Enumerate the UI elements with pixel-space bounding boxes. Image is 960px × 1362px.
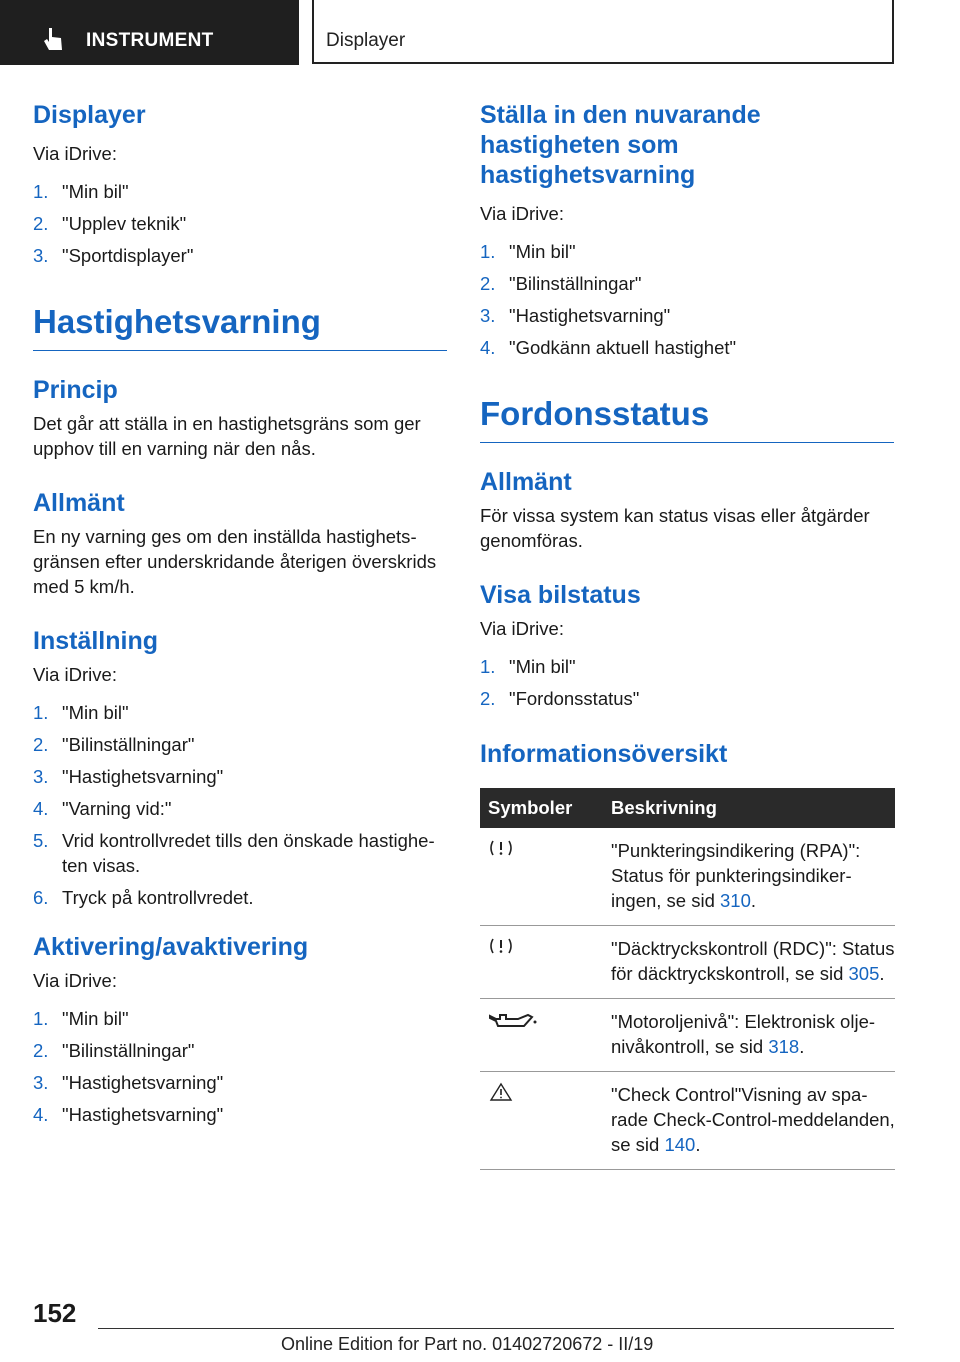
hastighetsvarning-title: Hastighetsvarning — [33, 302, 447, 351]
aktivering-steps — [33, 1006, 447, 1127]
beskrivning-header: Beskrivning — [611, 788, 895, 828]
list-item: 3. "Sportdisplayer" — [33, 245, 194, 266]
list-item: 2. "Bilinställningar" — [33, 1040, 195, 1061]
allmant-right-heading: Allmänt — [480, 468, 572, 496]
allmant-right-text: För vissa system kan status visas eller åtgärder genomföras. — [480, 505, 870, 551]
chapter-tab[interactable] — [0, 0, 299, 65]
list-item: 4. "Varning vid:" — [33, 798, 172, 819]
warning-triangle-icon — [488, 1082, 514, 1102]
visa-bilstatus-steps — [480, 654, 894, 711]
list-item: 1. "Min bil" — [33, 702, 129, 723]
list-item: 3. "Hastighetsvarning" — [480, 305, 671, 326]
princip-heading: Princip — [33, 376, 118, 404]
allmant-text: En ny varning ges om den inställda hastighetsgränsen efter underskridande återigen överskrids med 5 km/h. — [33, 526, 437, 597]
table-row: "Däcktryckskontroll (RDC)": Status för däcktryckskontroll, se sid 305. — [480, 926, 895, 999]
fordonsstatus-title: Fordonsstatus — [480, 394, 894, 443]
footer-divider — [98, 1328, 894, 1329]
installning-steps — [33, 700, 447, 910]
table-row: "Check Control"Visning av sparade Check-Control-meddelanden, se sid 140. — [480, 1072, 895, 1170]
aktivering-via: Via iDrive: — [33, 970, 117, 991]
table-row: "Motoroljenivå": Elektronisk oljenivåkontroll, se sid 318. — [480, 999, 895, 1072]
page-link[interactable]: 318 — [768, 1036, 800, 1057]
section-label: Displayer — [326, 30, 406, 51]
right-column — [480, 100, 894, 1170]
list-item: 4. "Godkänn aktuell hastighet" — [480, 337, 737, 358]
aktivering-heading: Aktivering/avaktivering — [33, 933, 309, 961]
list-item: 6. Tryck på kontrollvredet. — [33, 887, 254, 908]
tire-pressure-warning-icon — [488, 936, 514, 956]
list-item: 2. "Bilinställningar" — [33, 734, 195, 755]
informationsoversikt-heading: Informationsöversikt — [480, 740, 728, 768]
list-item: 1. "Min bil" — [480, 656, 576, 677]
page-link[interactable]: 310 — [720, 890, 751, 911]
list-item: 1. "Min bil" — [33, 1008, 129, 1029]
installning-via: Via iDrive: — [33, 664, 117, 685]
list-item: 3. "Hastighetsvarning" — [33, 766, 224, 787]
oil-can-icon — [488, 1009, 538, 1029]
list-item: 1. "Min bil" — [480, 241, 576, 262]
info-table — [480, 788, 895, 1170]
visa-bilstatus-heading: Visa bilstatus — [480, 581, 641, 609]
visa-bilstatus-via: Via iDrive: — [480, 618, 564, 639]
hand-pointer-icon — [41, 26, 67, 52]
installning-heading: Inställning — [33, 627, 158, 655]
stalla-in-via: Via iDrive: — [480, 203, 564, 224]
list-item: 2. "Bilinställningar" — [480, 273, 642, 294]
table-header-row — [480, 788, 895, 828]
allmant-heading: Allmänt — [33, 489, 125, 517]
left-column — [33, 100, 447, 1134]
section-header — [312, 0, 894, 64]
page-link[interactable]: 140 — [664, 1134, 696, 1155]
displayer-via: Via iDrive: — [33, 143, 117, 164]
princip-text: Det går att ställa in en hastighetsgräns som ger upphov till en varning när den nås. — [33, 413, 421, 459]
symboler-header: Symboler — [480, 788, 611, 828]
list-item: 2. "Fordonsstatus" — [480, 688, 640, 709]
list-item: 2. "Upplev teknik" — [33, 213, 187, 234]
list-item: 3. "Hastighetsvarning" — [33, 1072, 224, 1093]
displayer-steps — [33, 179, 447, 268]
list-item: 4. "Hastighetsvarning" — [33, 1104, 224, 1125]
chapter-label: INSTRUMENT — [86, 30, 214, 51]
displayer-heading: Displayer — [33, 101, 146, 129]
edition-text: Online Edition for Part no. 01402720672 - II/19 — [281, 1334, 654, 1354]
page-number: 152 — [33, 1298, 77, 1328]
table-row: "Punkteringsindikering (RPA)": Status för punkteringsindikeringen, se sid 310. — [480, 828, 895, 926]
stalla-in-heading: Ställa in den nuvarande hastigheten som hastighetsvarning — [480, 101, 761, 189]
list-item: 1. "Min bil" — [33, 181, 129, 202]
list-item: 5. Vrid kontrollvredet tills den önskade hastigheten visas. — [33, 830, 435, 876]
stalla-in-steps — [480, 239, 894, 360]
page-link[interactable]: 305 — [848, 963, 880, 984]
tire-pressure-warning-icon — [488, 838, 514, 858]
